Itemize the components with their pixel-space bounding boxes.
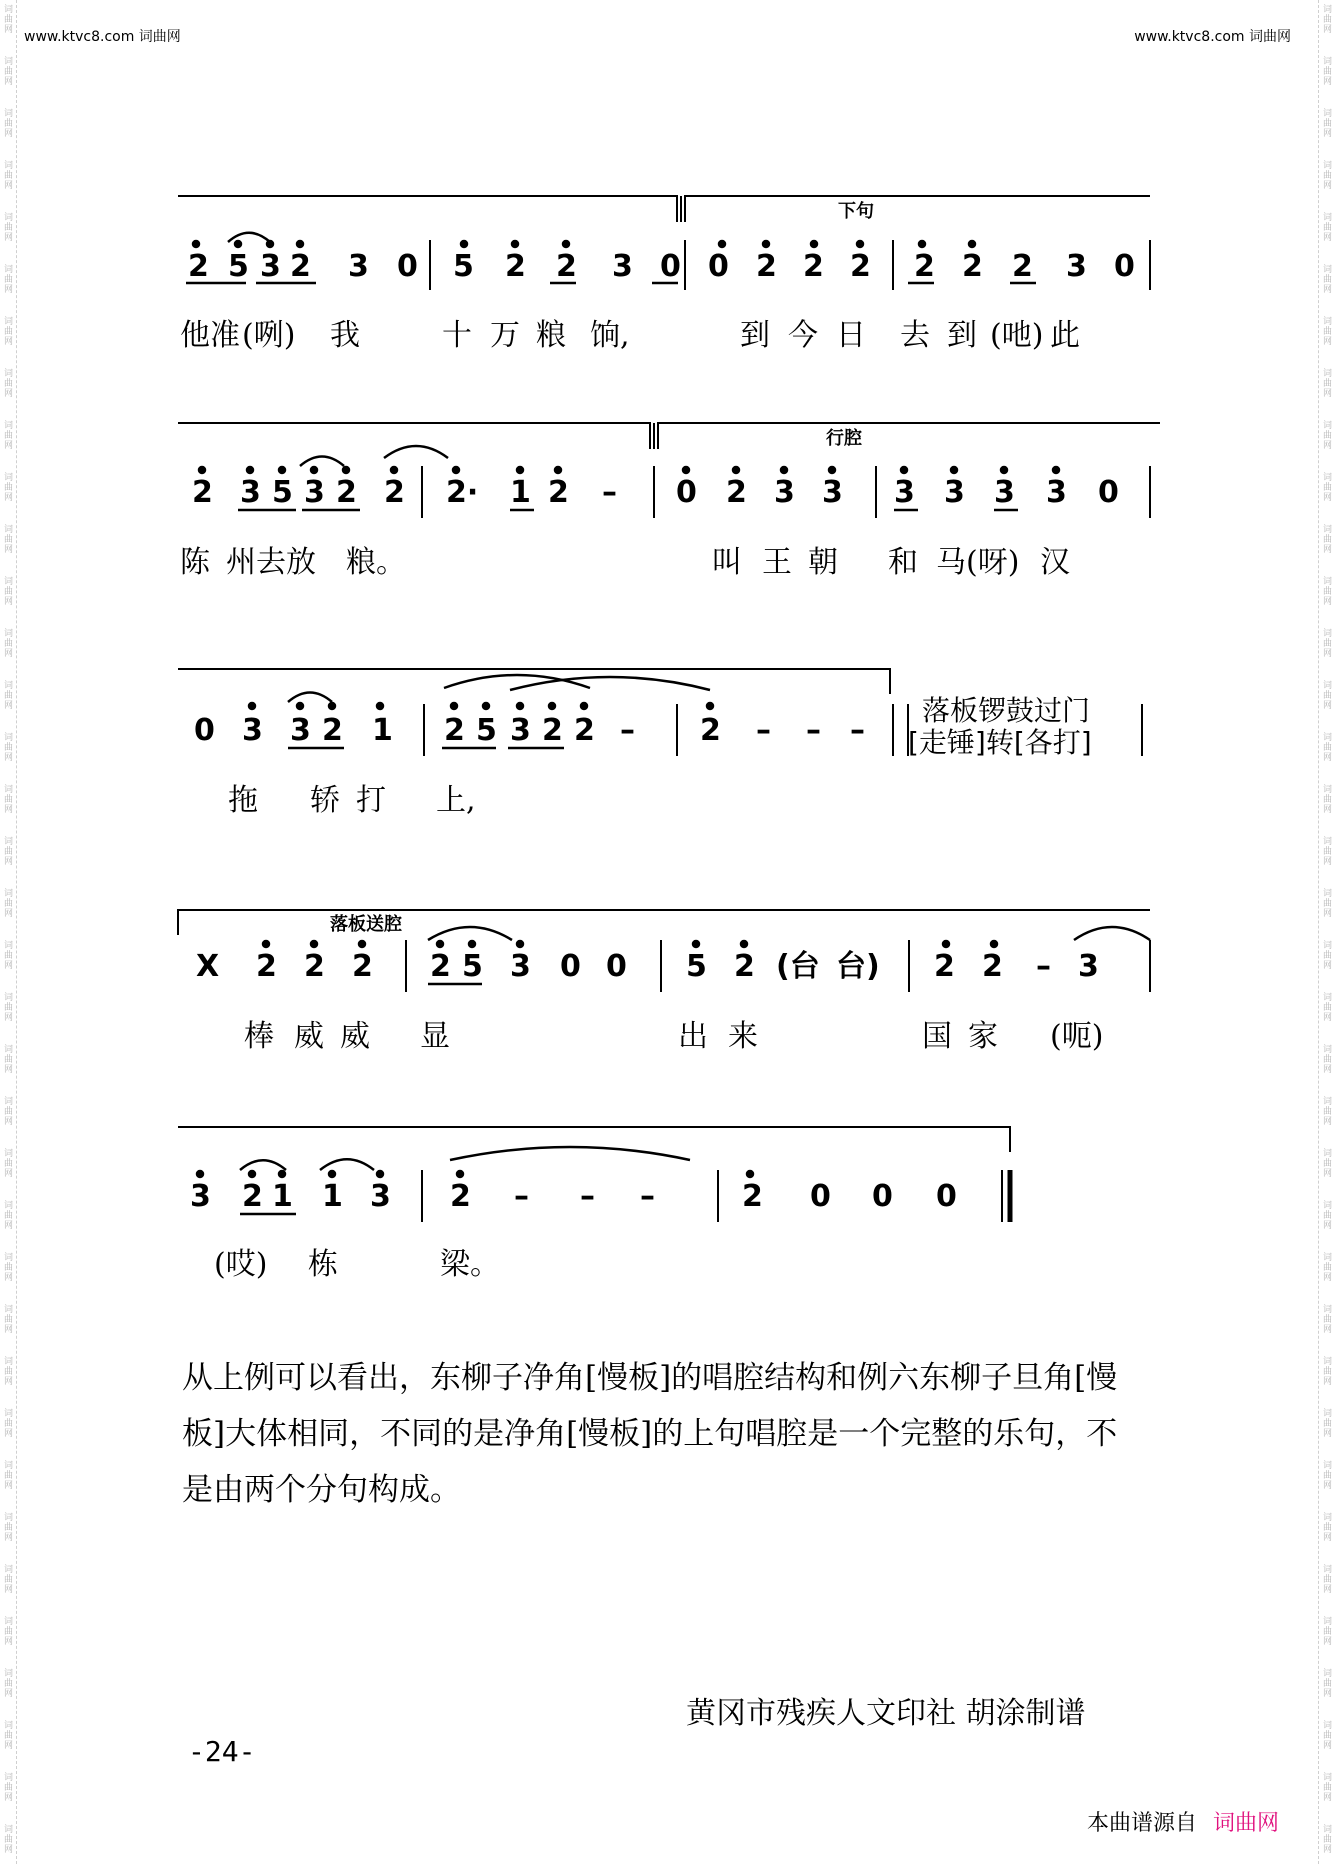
interlude-line1: 落板锣鼓过门 xyxy=(922,694,1091,727)
side-watermark-text: 词曲网 xyxy=(1321,1772,1331,1802)
octave-dot xyxy=(329,1171,335,1177)
octave-dot xyxy=(311,467,317,473)
lyric: 和 xyxy=(888,545,918,580)
side-watermark-text: 词曲网 xyxy=(1321,1252,1331,1282)
octave-dot xyxy=(719,241,725,247)
note: 0 xyxy=(194,713,215,748)
note: 2 xyxy=(505,249,526,284)
note: 2 xyxy=(322,713,343,748)
side-watermark-text: 词曲网 xyxy=(1321,316,1331,346)
lyric: 马(呀) xyxy=(936,545,1020,580)
octave-dot xyxy=(263,941,269,947)
octave-dot xyxy=(517,941,523,947)
octave-dot xyxy=(437,941,443,947)
slur xyxy=(1074,927,1150,940)
side-watermark-text: 词曲网 xyxy=(1321,472,1331,502)
lyric: 日 xyxy=(836,318,866,353)
side-watermark-text: 词曲网 xyxy=(1321,576,1331,606)
note: 5 xyxy=(228,249,249,284)
lyric: (哎) xyxy=(214,1247,268,1282)
note: 2 xyxy=(450,1179,471,1214)
note: 2 xyxy=(304,949,325,984)
lyric: (吔) xyxy=(990,318,1044,353)
note: 2 xyxy=(548,475,569,510)
side-watermark-text: 词曲网 xyxy=(1321,1408,1331,1438)
lyric: 出 xyxy=(678,1019,708,1054)
side-watermark-text: 词曲网 xyxy=(2,1564,12,1594)
label-xiaju: 下句 xyxy=(838,201,874,222)
lyric: 汉 xyxy=(1040,545,1070,580)
octave-dot xyxy=(193,241,199,247)
side-watermark-text: 词曲网 xyxy=(2,784,12,814)
note: 5 xyxy=(462,949,483,984)
slur xyxy=(300,457,344,467)
note: 0 xyxy=(936,1179,957,1214)
slur xyxy=(510,677,710,690)
note: 1 xyxy=(372,713,393,748)
note: 2 xyxy=(914,249,935,284)
note: – xyxy=(850,713,865,748)
side-watermark-text: 词曲网 xyxy=(2,1148,12,1178)
octave-dot xyxy=(517,703,523,709)
note: 2 xyxy=(742,1179,763,1214)
note: 3 xyxy=(290,713,311,748)
octave-dot xyxy=(377,703,383,709)
side-watermark-text: 词曲网 xyxy=(1321,992,1331,1022)
lyric: 粮。 xyxy=(346,545,406,580)
side-watermark-text: 词曲网 xyxy=(1321,56,1331,86)
note: 3 xyxy=(370,1179,391,1214)
side-watermark-text: 词曲网 xyxy=(2,1720,12,1750)
lyric: 棒 xyxy=(244,1019,274,1054)
lyric: 到 xyxy=(947,318,977,353)
note: 2 xyxy=(803,249,824,284)
note: 2 xyxy=(336,475,357,510)
note: 0 xyxy=(708,249,729,284)
note: 2 xyxy=(290,249,311,284)
lyric: 栋 xyxy=(308,1247,338,1282)
octave-dot xyxy=(199,467,205,473)
lyric: 拖 xyxy=(228,783,258,818)
slur xyxy=(444,675,590,688)
note: 2 xyxy=(734,949,755,984)
note: – xyxy=(620,713,635,748)
side-watermark-text: 词曲网 xyxy=(1321,1512,1331,1542)
watermark-top-left: www.ktvc8.com 词曲网 xyxy=(24,29,181,45)
note: – xyxy=(756,713,771,748)
note: 3 xyxy=(894,475,915,510)
octave-dot xyxy=(747,1171,753,1177)
note: 3 xyxy=(774,475,795,510)
side-watermark-text: 词曲网 xyxy=(1321,836,1331,866)
side-watermark-text: 词曲网 xyxy=(2,472,12,502)
octave-dot xyxy=(461,241,467,247)
side-watermark-text: 词曲网 xyxy=(2,1408,12,1438)
side-watermark-text: 词曲网 xyxy=(1321,1304,1331,1334)
note: 2 xyxy=(962,249,983,284)
lyric: 州去放 xyxy=(226,545,316,580)
lyric: 威 xyxy=(294,1019,324,1054)
explanation-paragraph: 从上例可以看出，东柳子净角[慢板]的唱腔结构和例六东柳子旦角[慢板]大体相同，不同的是净角[慢板]的上句唱腔是一个完整的乐句，不是由两个分句构成。 xyxy=(182,1360,1118,1508)
note: 2 xyxy=(430,949,451,984)
side-watermark-text: 词曲网 xyxy=(2,1356,12,1386)
note: 2 xyxy=(556,249,577,284)
side-watermark-text: 词曲网 xyxy=(1321,1460,1331,1490)
octave-dot xyxy=(197,1171,203,1177)
note: 0 xyxy=(1114,249,1135,284)
source-brand: 词曲网 xyxy=(1212,1811,1279,1836)
note: 2 xyxy=(574,713,595,748)
note: 3 xyxy=(1046,475,1067,510)
note: 1 xyxy=(322,1179,343,1214)
octave-dot xyxy=(741,941,747,947)
lyric: 我 xyxy=(330,318,360,353)
slur xyxy=(240,1160,286,1170)
note: 5 xyxy=(476,713,497,748)
octave-dot xyxy=(951,467,957,473)
lyric: 打 xyxy=(356,783,386,818)
credit-line: 黄冈市残疾人文印社 胡涂制谱 xyxy=(686,1696,1086,1731)
side-watermark-text: 词曲网 xyxy=(2,680,12,710)
note: 0 xyxy=(1098,475,1119,510)
note: 0 xyxy=(810,1179,831,1214)
side-watermark-text: 词曲网 xyxy=(2,992,12,1022)
side-watermark-text: 词曲网 xyxy=(2,1512,12,1542)
side-watermark-text: 词曲网 xyxy=(2,1096,12,1126)
lyric: 家 xyxy=(968,1019,998,1054)
note: 2· xyxy=(446,475,479,510)
octave-dot xyxy=(555,467,561,473)
side-watermark-text: 词曲网 xyxy=(1321,4,1331,34)
slur xyxy=(288,693,332,703)
octave-dot xyxy=(377,1171,383,1177)
lyric: 他准 xyxy=(180,318,240,353)
octave-dot xyxy=(453,467,459,473)
side-watermark-text: 词曲网 xyxy=(2,628,12,658)
note: – xyxy=(602,475,617,510)
side-watermark-text: 词曲网 xyxy=(1321,1044,1331,1074)
lyric: 朝 xyxy=(808,545,838,580)
octave-dot xyxy=(901,467,907,473)
note: 2 xyxy=(726,475,747,510)
lyric: 国 xyxy=(922,1019,952,1054)
note: 1 xyxy=(272,1179,293,1214)
side-watermark-text: 词曲网 xyxy=(2,1668,12,1698)
note: 2 xyxy=(384,475,405,510)
octave-dot xyxy=(683,467,689,473)
note: 0 xyxy=(660,249,681,284)
octave-dot xyxy=(483,703,489,709)
note: 2 xyxy=(188,249,209,284)
note: 5 xyxy=(686,949,707,984)
note: 5 xyxy=(453,249,474,284)
note: 5 xyxy=(272,475,293,510)
lyric: 今 xyxy=(788,318,818,353)
side-watermark-text: 词曲网 xyxy=(1321,524,1331,554)
side-watermark-text: 词曲网 xyxy=(1321,1824,1331,1854)
note: 2 xyxy=(256,949,277,984)
octave-dot xyxy=(297,703,303,709)
side-watermark-text: 词曲网 xyxy=(2,1616,12,1646)
note: 2 xyxy=(700,713,721,748)
side-watermark-text: 词曲网 xyxy=(1321,1200,1331,1230)
octave-dot xyxy=(469,941,475,947)
side-watermark-text: 词曲网 xyxy=(2,1044,12,1074)
side-watermark-text: 词曲网 xyxy=(1321,1616,1331,1646)
side-watermark-text: 词曲网 xyxy=(1321,212,1331,242)
lyric: 饷, xyxy=(590,318,630,353)
label-luoban-songqiang: 落板送腔 xyxy=(330,914,402,935)
lyric: 显 xyxy=(420,1019,450,1054)
side-watermark-text: 词曲网 xyxy=(2,1304,12,1334)
note: 1 xyxy=(510,475,531,510)
side-watermark-text: 词曲网 xyxy=(1321,160,1331,190)
octave-dot xyxy=(781,467,787,473)
side-watermark-text: 词曲网 xyxy=(1321,888,1331,918)
note: 0 xyxy=(397,249,418,284)
side-watermark-text: 词曲网 xyxy=(2,1252,12,1282)
octave-dot xyxy=(581,703,587,709)
note: (台 xyxy=(776,949,820,984)
lyric: 梁。 xyxy=(440,1247,500,1282)
note: X xyxy=(196,949,220,984)
side-watermark-text: 词曲网 xyxy=(2,1824,12,1854)
octave-dot xyxy=(763,241,769,247)
lyric: 来 xyxy=(728,1019,758,1054)
side-watermark-text: 词曲网 xyxy=(2,940,12,970)
side-watermark-text: 词曲网 xyxy=(2,316,12,346)
octave-dot xyxy=(1001,467,1007,473)
note: 0 xyxy=(872,1179,893,1214)
octave-dot xyxy=(343,467,349,473)
side-watermark-text: 词曲网 xyxy=(2,1200,12,1230)
side-watermark-text: 词曲网 xyxy=(1321,108,1331,138)
slur xyxy=(228,233,270,242)
lyric: 轿 xyxy=(310,783,340,818)
note: 2 xyxy=(756,249,777,284)
note: 3 xyxy=(240,475,261,510)
octave-dot xyxy=(391,467,397,473)
octave-dot xyxy=(249,703,255,709)
octave-dot xyxy=(249,1171,255,1177)
lyric: 王 xyxy=(762,545,792,580)
note: 0 xyxy=(606,949,627,984)
note: 2 xyxy=(850,249,871,284)
octave-dot xyxy=(943,941,949,947)
note: 3 xyxy=(612,249,633,284)
octave-dot xyxy=(693,941,699,947)
octave-dot xyxy=(857,241,863,247)
label-xingqiang: 行腔 xyxy=(826,428,862,449)
octave-dot xyxy=(707,703,713,709)
note: 3 xyxy=(348,249,369,284)
side-watermark-text: 词曲网 xyxy=(2,264,12,294)
lyric: 叫 xyxy=(712,545,742,580)
octave-dot xyxy=(279,467,285,473)
side-watermark-text: 词曲网 xyxy=(1321,784,1331,814)
note: 2 xyxy=(542,713,563,748)
lyric: 到 xyxy=(740,318,770,353)
note: 3 xyxy=(994,475,1015,510)
lyric: 威 xyxy=(340,1019,370,1054)
octave-dot xyxy=(563,241,569,247)
side-watermark-text: 词曲网 xyxy=(2,368,12,398)
octave-dot xyxy=(1053,467,1059,473)
slur xyxy=(450,1147,690,1160)
note: 3 xyxy=(822,475,843,510)
octave-dot xyxy=(359,941,365,947)
lyric: 陈 xyxy=(180,545,210,580)
note: 3 xyxy=(190,1179,211,1214)
lyric: 粮 xyxy=(536,318,566,353)
side-watermark-text: 词曲网 xyxy=(1321,368,1331,398)
side-watermark-text: 词曲网 xyxy=(2,836,12,866)
side-watermark-text: 词曲网 xyxy=(1321,680,1331,710)
side-watermark-text: 词曲网 xyxy=(2,56,12,86)
source-text: 本曲谱源自 xyxy=(1086,1811,1197,1836)
octave-dot xyxy=(517,467,523,473)
side-watermark-text: 词曲网 xyxy=(2,108,12,138)
note: 3 xyxy=(510,949,531,984)
note: 3 xyxy=(260,249,281,284)
side-watermark-text: 词曲网 xyxy=(1321,1148,1331,1178)
note: 0 xyxy=(560,949,581,984)
side-watermark-text: 词曲网 xyxy=(2,420,12,450)
side-watermark-text: 词曲网 xyxy=(2,576,12,606)
octave-dot xyxy=(235,241,241,247)
octave-dot xyxy=(279,1171,285,1177)
octave-dot xyxy=(733,467,739,473)
octave-dot xyxy=(512,241,518,247)
side-watermark-text: 词曲网 xyxy=(1321,1096,1331,1126)
note: 3 xyxy=(304,475,325,510)
note: – xyxy=(640,1179,655,1214)
note: 3 xyxy=(1078,949,1099,984)
octave-dot xyxy=(829,467,835,473)
octave-dot xyxy=(969,241,975,247)
side-watermark-text: 词曲网 xyxy=(2,160,12,190)
side-watermark-text: 词曲网 xyxy=(2,732,12,762)
side-watermark-text: 词曲网 xyxy=(1321,1720,1331,1750)
octave-dot xyxy=(549,703,555,709)
octave-dot xyxy=(297,241,303,247)
octave-dot xyxy=(329,703,335,709)
lyric: (呃) xyxy=(1050,1019,1104,1054)
slur xyxy=(428,927,512,940)
lyric: 万 xyxy=(490,318,520,353)
octave-dot xyxy=(811,241,817,247)
side-watermark-text: 词曲网 xyxy=(2,524,12,554)
side-watermark-text: 词曲网 xyxy=(2,1460,12,1490)
lyric: 十 xyxy=(442,318,472,353)
octave-dot xyxy=(919,241,925,247)
side-watermark-text: 词曲网 xyxy=(1321,628,1331,658)
note: – xyxy=(580,1179,595,1214)
side-watermark-text: 词曲网 xyxy=(2,888,12,918)
note: 2 xyxy=(352,949,373,984)
side-watermark-text: 词曲网 xyxy=(1321,420,1331,450)
interlude-line2: [走锤]转[各打] xyxy=(908,726,1092,759)
note: 台) xyxy=(836,949,880,984)
slur xyxy=(320,1159,374,1170)
note: 3 xyxy=(242,713,263,748)
octave-dot xyxy=(451,703,457,709)
note: 2 xyxy=(982,949,1003,984)
source-footer xyxy=(1087,1806,1279,1837)
slur xyxy=(384,446,448,458)
lyric: (咧) xyxy=(242,318,296,353)
side-watermark-text: 词曲网 xyxy=(1321,732,1331,762)
note: 2 xyxy=(1012,249,1033,284)
side-watermark-text: 词曲网 xyxy=(1321,264,1331,294)
side-watermark-text: 词曲网 xyxy=(1321,1668,1331,1698)
lyric: 此 xyxy=(1050,318,1080,353)
note: – xyxy=(514,1179,529,1214)
note: 3 xyxy=(1066,249,1087,284)
lyric: 上, xyxy=(436,783,476,818)
side-watermark-text: 词曲网 xyxy=(2,1772,12,1802)
octave-dot xyxy=(247,467,253,473)
side-watermark-text: 词曲网 xyxy=(1321,1356,1331,1386)
side-watermark-text: 词曲网 xyxy=(1321,940,1331,970)
octave-dot xyxy=(311,941,317,947)
note: – xyxy=(1036,949,1051,984)
note: – xyxy=(806,713,821,748)
note: 3 xyxy=(510,713,531,748)
note: 2 xyxy=(444,713,465,748)
octave-dot xyxy=(457,1171,463,1177)
page-number: -24- xyxy=(188,1735,256,1768)
note: 2 xyxy=(192,475,213,510)
note: 2 xyxy=(242,1179,263,1214)
side-watermark-text: 词曲网 xyxy=(2,212,12,242)
side-watermark-text: 词曲网 xyxy=(2,4,12,34)
octave-dot xyxy=(991,941,997,947)
lyric: 去 xyxy=(900,318,930,353)
note: 3 xyxy=(944,475,965,510)
note: 2 xyxy=(934,949,955,984)
side-watermark-text: 词曲网 xyxy=(1321,1564,1331,1594)
note: 0 xyxy=(676,475,697,510)
watermark-top-right: www.ktvc8.com 词曲网 xyxy=(1134,29,1291,45)
